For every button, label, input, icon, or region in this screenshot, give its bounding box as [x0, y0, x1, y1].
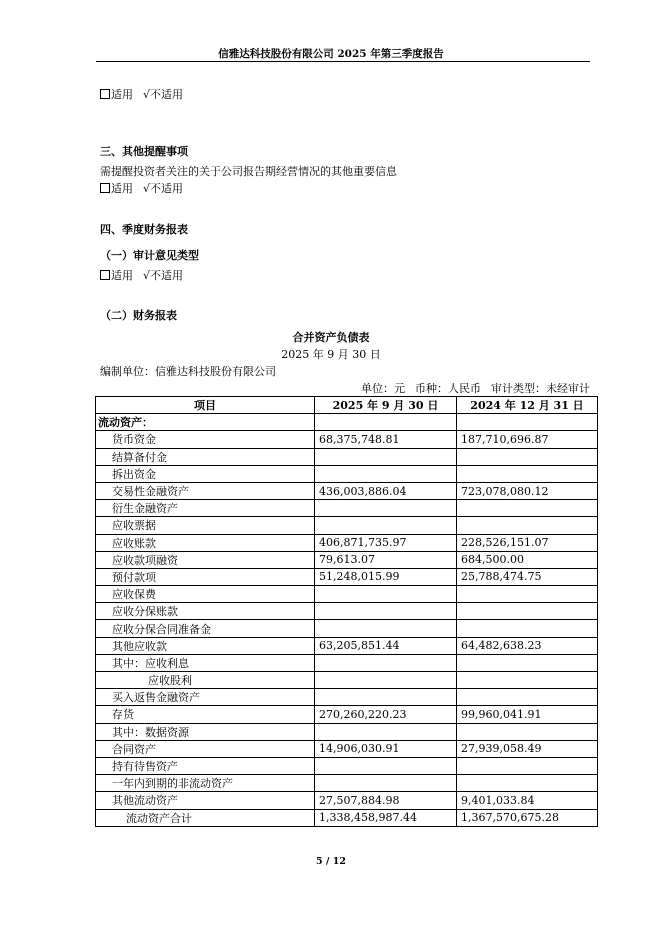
- table-row: [96, 586, 598, 603]
- table-row: [96, 723, 598, 740]
- value-prior: 723,078,080.12: [457, 482, 598, 499]
- table-row: [96, 689, 598, 706]
- value-prior: [457, 465, 598, 482]
- value-current: [315, 500, 457, 517]
- section-3-desc: 需提醒投资者关注的关于公司报告期经营情况的其他重要信息: [100, 165, 397, 178]
- value-current: [315, 775, 457, 792]
- table-row: [96, 672, 598, 689]
- value-prior: 64,482,638.23: [457, 637, 598, 654]
- row-label: 合同资产: [96, 740, 315, 757]
- value-current: [315, 465, 457, 482]
- report-header-title: 信雅达科技股份有限公司 2025 年第三季度报告: [218, 48, 444, 60]
- value-current: [315, 517, 457, 534]
- table-row: [96, 740, 598, 757]
- table-row: [96, 620, 598, 637]
- statement-title: 合并资产负债表: [292, 331, 370, 344]
- value-prior: [457, 500, 598, 517]
- table-row: [96, 500, 598, 517]
- statement-date: 2025 年 9 月 30 日: [281, 348, 381, 361]
- row-label: 应收款项融资: [96, 551, 315, 568]
- value-current: 51,248,015.99: [315, 568, 457, 585]
- table-header-row: [96, 397, 598, 414]
- table-row: [96, 757, 598, 774]
- table-row: [96, 482, 598, 499]
- table-row: [96, 654, 598, 671]
- value-current: 436,003,886.04: [315, 482, 457, 499]
- option-not-applicable: √不适用: [143, 182, 184, 195]
- row-label: 结算备付金: [96, 448, 315, 465]
- section-3-title: 三、其他提醒事项: [100, 145, 188, 158]
- page-number: 5 / 12: [316, 856, 346, 867]
- balance-sheet-table: [95, 396, 598, 827]
- table-row: [96, 465, 598, 482]
- value-prior: [457, 672, 598, 689]
- statement-currency: 币种：人民币: [415, 382, 481, 395]
- row-label: 其中：数据资源: [96, 723, 315, 740]
- table-row: [96, 568, 598, 585]
- header-rule: [96, 61, 590, 62]
- checkbox-icon: [100, 270, 110, 280]
- value-prior: 9,401,033.84: [457, 792, 598, 809]
- value-prior: [457, 775, 598, 792]
- statement-preparer: 编制单位：信雅达科技股份有限公司: [100, 365, 276, 378]
- row-label: 应收保费: [96, 586, 315, 603]
- value-prior: 27,939,058.49: [457, 740, 598, 757]
- table-row: [96, 551, 598, 568]
- value-prior: [457, 654, 598, 671]
- table-row: [96, 809, 598, 826]
- row-label: 拆出资金: [96, 465, 315, 482]
- value-prior: 25,788,474.75: [457, 568, 598, 585]
- row-label: 其他流动资产: [96, 792, 315, 809]
- value-prior: [457, 517, 598, 534]
- value-current: [315, 603, 457, 620]
- value-current: 14,906,030.91: [315, 740, 457, 757]
- row-label: 流动资产：: [96, 414, 315, 431]
- row-label: 应收账款: [96, 534, 315, 551]
- value-current: [315, 586, 457, 603]
- value-current: 63,205,851.44: [315, 637, 457, 654]
- row-label: 应收分保合同准备金: [96, 620, 315, 637]
- option-not-applicable: √不适用: [143, 88, 184, 101]
- table-row: [96, 775, 598, 792]
- header-prior: 2024 年 12 月 31 日: [457, 397, 598, 414]
- value-current: [315, 757, 457, 774]
- option-applicable: 适用: [111, 182, 133, 195]
- option-applicable: 适用: [111, 269, 133, 282]
- applicability-choice-1: [100, 86, 183, 102]
- section-4-sub2: （二）财务报表: [100, 309, 177, 322]
- row-label: 存货: [96, 706, 315, 723]
- value-current: 79,613.07: [315, 551, 457, 568]
- row-label: 货币资金: [96, 431, 315, 448]
- table-row: [96, 637, 598, 654]
- row-label: 应收票据: [96, 517, 315, 534]
- value-current: 406,871,735.97: [315, 534, 457, 551]
- table-row: [96, 706, 598, 723]
- table-row: [96, 603, 598, 620]
- value-prior: [457, 757, 598, 774]
- value-prior: [457, 620, 598, 637]
- header-item: 项目: [96, 397, 315, 414]
- row-label: 应收股利: [96, 672, 315, 689]
- table-row: [96, 414, 598, 431]
- section-4-title: 四、季度财务报表: [100, 223, 188, 236]
- value-prior: [457, 723, 598, 740]
- row-label: 买入返售金融资产: [96, 689, 315, 706]
- row-label: 其他应收款: [96, 637, 315, 654]
- applicability-choice-3: [100, 267, 183, 283]
- header-current: 2025 年 9 月 30 日: [315, 397, 457, 414]
- value-prior: [457, 414, 598, 431]
- table-row: [96, 448, 598, 465]
- row-label: 衍生金融资产: [96, 500, 315, 517]
- value-current: 68,375,748.81: [315, 431, 457, 448]
- value-current: [315, 672, 457, 689]
- value-current: [315, 654, 457, 671]
- value-current: 1,338,458,987.44: [315, 809, 457, 826]
- value-prior: 99,960,041.91: [457, 706, 598, 723]
- value-current: [315, 620, 457, 637]
- value-current: [315, 448, 457, 465]
- table-row: [96, 517, 598, 534]
- value-current: [315, 414, 457, 431]
- row-label: 流动资产合计: [96, 809, 315, 826]
- section-4-sub1: （一）审计意见类型: [100, 249, 199, 262]
- value-current: [315, 689, 457, 706]
- value-prior: 1,367,570,675.28: [457, 809, 598, 826]
- table-row: [96, 792, 598, 809]
- value-current: 270,260,220.23: [315, 706, 457, 723]
- value-current: 27,507,884.98: [315, 792, 457, 809]
- row-label: 其中：应收利息: [96, 654, 315, 671]
- checkbox-icon: [100, 89, 110, 99]
- value-prior: [457, 689, 598, 706]
- row-label: 交易性金融资产: [96, 482, 315, 499]
- value-prior: [457, 448, 598, 465]
- statement-unit: 单位：元: [361, 382, 405, 395]
- value-prior: [457, 586, 598, 603]
- row-label: 应收分保账款: [96, 603, 315, 620]
- row-label: 一年内到期的非流动资产: [96, 775, 315, 792]
- table-row: [96, 431, 598, 448]
- value-prior: 684,500.00: [457, 551, 598, 568]
- value-prior: [457, 603, 598, 620]
- statement-meta: [351, 380, 590, 396]
- row-label: 预付款项: [96, 568, 315, 585]
- table-row: [96, 534, 598, 551]
- value-prior: 187,710,696.87: [457, 431, 598, 448]
- applicability-choice-2: [100, 180, 183, 196]
- value-current: [315, 723, 457, 740]
- row-label: 持有待售资产: [96, 757, 315, 774]
- option-not-applicable: √不适用: [143, 269, 184, 282]
- option-applicable: 适用: [111, 88, 133, 101]
- statement-audit-type: 审计类型：未经审计: [491, 382, 590, 395]
- value-prior: 228,526,151.07: [457, 534, 598, 551]
- checkbox-icon: [100, 183, 110, 193]
